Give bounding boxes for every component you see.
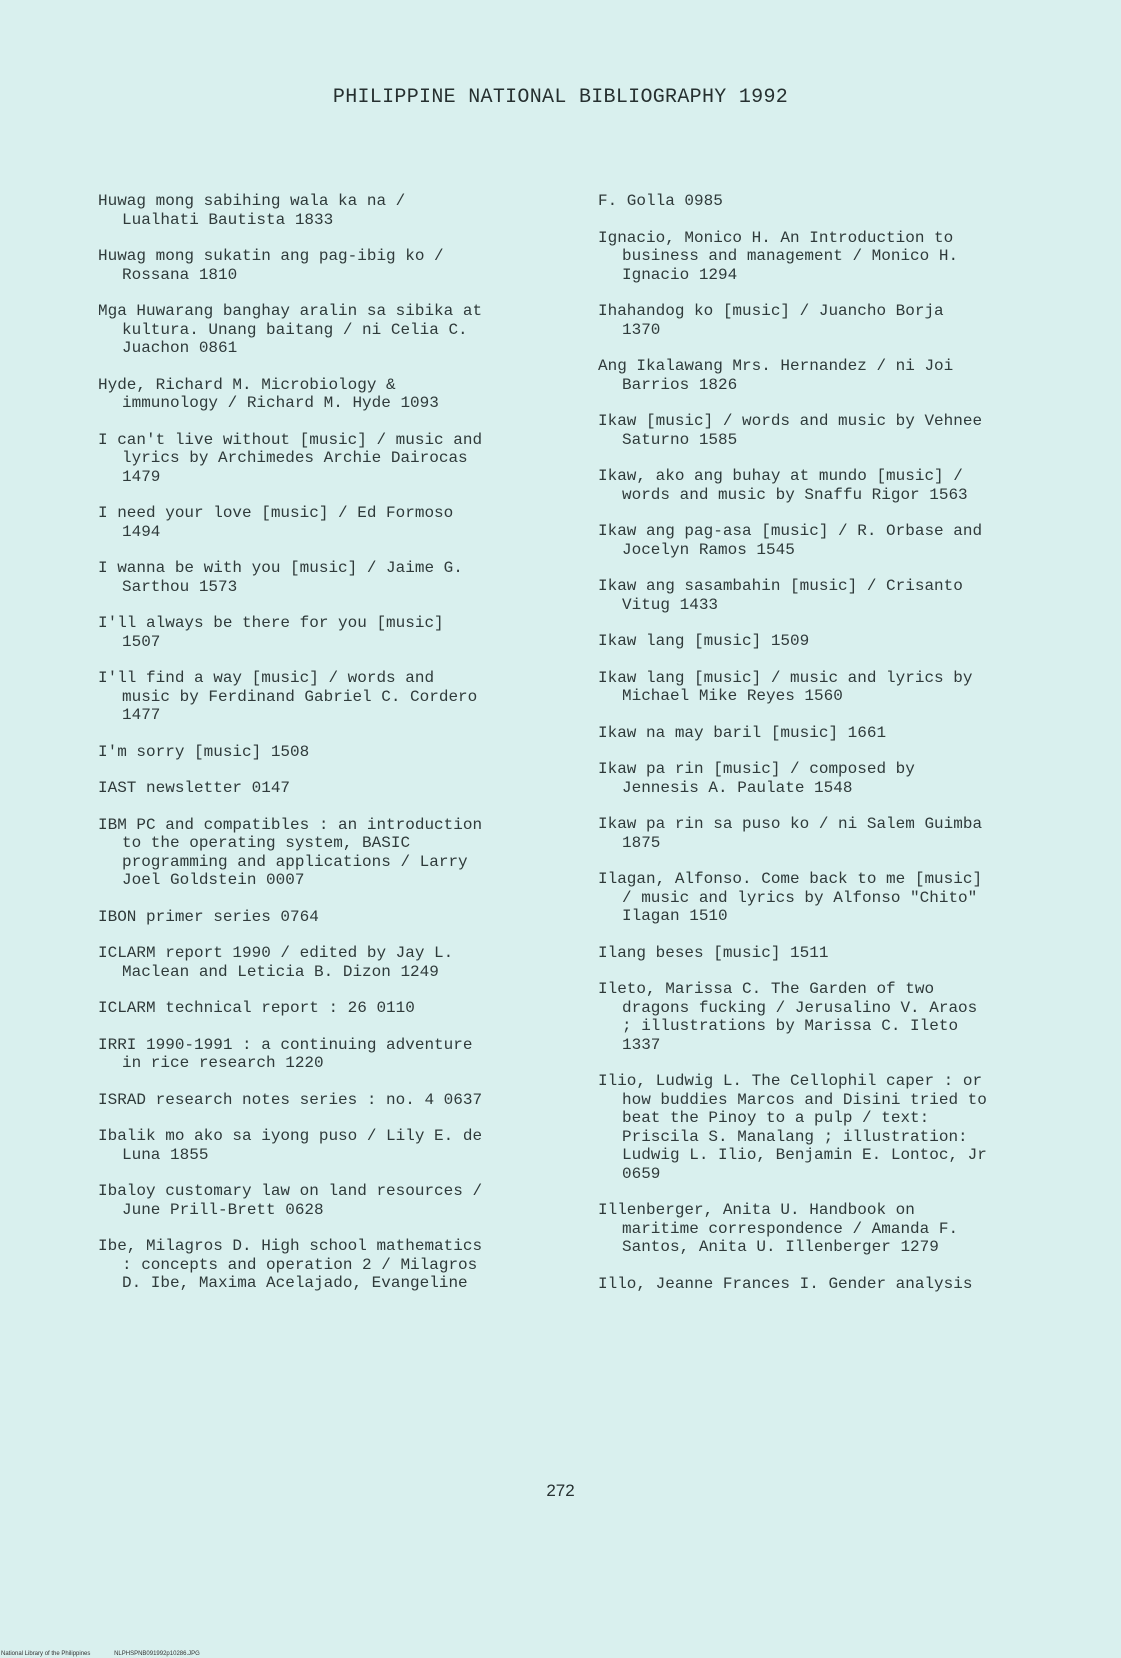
entry-line: IRRI 1990-1991 : a continuing adventure [98,1035,473,1054]
footer-filename: NLPHSPNB091992p10286.JPG [114,1651,200,1657]
scan-footer [1,1651,222,1657]
entry-continuation-line: Joel Goldstein 0007 [122,871,305,889]
bibliography-entry [598,1072,1068,1183]
bibliography-entry [598,724,1068,743]
entry-continuation-line: music by Ferdinand Gabriel C. Cordero [122,687,478,706]
entry-continuation-line: 1494 [122,522,161,541]
entry-line: I'm sorry [music] 1508 [98,742,310,761]
entry-line: I can't live without [music] / music and [98,430,483,449]
bibliography-entry [598,357,1068,394]
entry-line: Hyde, Richard M. Microbiology & [98,375,396,394]
page-number: 272 [546,1481,575,1500]
entry-continuation-line: 1477 [122,706,161,724]
bibliography-entry [98,669,568,725]
bibliography-entry [598,815,1068,852]
entry-line: ISRAD research notes series : no. 4 0637 [98,1090,483,1109]
bibliography-entry [98,999,568,1018]
bibliography-column-right [598,192,1068,1311]
entry-continuation-line: Rossana 1810 [122,265,238,284]
entry-line: Ibaloy customary law on land resources / [98,1182,483,1200]
entry-continuation-line: immunology / Richard M. Hyde 1093 [122,394,439,412]
entry-continuation-line: Lualhati Bautista 1833 [122,210,334,229]
bibliography-entry [98,192,568,229]
entry-continuation-line: Vitug 1433 [622,595,719,614]
bibliography-entry [98,559,568,596]
entry-continuation-line: 1337 [622,1035,661,1054]
bibliography-entry [98,376,568,413]
bibliography-entry [598,1201,1068,1257]
entry-continuation-line: 0659 [622,1164,661,1183]
entry-line: Ilio, Ludwig L. The Cellophil caper : or [598,1072,983,1090]
entry-continuation-line: beat the Pinoy to a pulp / text: [622,1109,930,1127]
entry-line: Ilang beses [music] 1511 [598,943,829,962]
entry-continuation-line: words and music by Snaffu Rigor 1563 [622,485,968,504]
entry-continuation-line: Luna 1855 [122,1145,209,1164]
entry-continuation-line: Barrios 1826 [622,375,738,394]
bibliography-entry [598,302,1068,339]
bibliography-entry [98,1182,568,1219]
entry-continuation-line: 1370 [622,320,661,339]
bibliography-entry [98,908,568,927]
entry-line: Ignacio, Monico H. An Introduction to [598,228,954,247]
bibliography-entry [598,870,1068,926]
entry-line: Huwag mong sukatin ang pag-ibig ko / [98,247,444,265]
entry-continuation-line: June Prill-Brett 0628 [122,1200,324,1219]
entry-line: Mga Huwarang banghay aralin sa sibika at [98,302,483,320]
page-title: PHILIPPINE NATIONAL BIBLIOGRAPHY 1992 [332,86,789,109]
entry-continuation-line: : concepts and operation 2 / Milagros [122,1255,478,1274]
entry-continuation-line: to the operating system, BASIC [122,834,411,852]
bibliography-entry [98,614,568,651]
entry-line: Ikaw lang [music] / music and lyrics by [598,668,973,687]
entry-line: Ibe, Milagros D. High school mathematics [98,1237,483,1255]
entry-line: Ikaw lang [music] 1509 [598,632,810,650]
entry-line: I'll find a way [music] / words and [98,669,435,687]
entry-continuation-line: kultura. Unang baitang / ni Celia C. [122,320,468,339]
entry-continuation-line: maritime correspondence / Amanda F. [622,1219,959,1238]
bibliography-entry [98,1091,568,1110]
entry-continuation-line: Ignacio 1294 [622,265,738,284]
bibliography-entry [98,944,568,981]
bibliography-entry [598,229,1068,285]
bibliography-entry [598,192,1068,211]
bibliography-column-left [98,192,568,1311]
entry-continuation-line: Santos, Anita U. Illenberger 1279 [622,1238,939,1256]
bibliography-entry [98,1127,568,1164]
bibliography-entry [598,522,1068,559]
entry-continuation-line: 1479 [122,467,161,486]
bibliography-entry [598,1275,1068,1294]
entry-continuation-line: Saturno 1585 [622,430,738,449]
entry-continuation-line: Juachon 0861 [122,339,238,357]
entry-line: Illenberger, Anita U. Handbook on [598,1201,915,1219]
entry-line: Ikaw pa rin sa puso ko / ni Salem Guimba [598,815,983,833]
entry-line: Illo, Jeanne Frances I. Gender analysis [598,1274,973,1293]
entry-line: I'll always be there for you [music] [98,614,444,632]
bibliography-entry [98,247,568,284]
entry-continuation-line: 1875 [622,833,661,852]
bibliography-entry [98,779,568,798]
entry-continuation-line: business and management / Monico H. [622,247,959,265]
entry-continuation-line: Jennesis A. Paulate 1548 [622,778,853,797]
entry-line: Ikaw, ako ang buhay at mundo [music] / [598,467,963,485]
entry-line: Ikaw ang sasambahin [music] / Crisanto [598,577,963,595]
entry-line: Ibalik mo ako sa iyong puso / Lily E. de [98,1127,483,1145]
entry-continuation-line: in rice research 1220 [122,1054,324,1072]
entry-line: Ileto, Marissa C. The Garden of two [598,980,935,998]
entry-continuation-line: dragons fucking / Jerusalino V. Araos [622,998,978,1017]
entry-continuation-line: 1507 [122,632,161,651]
bibliography-entry [598,577,1068,614]
entry-continuation-line: Jocelyn Ramos 1545 [622,540,795,559]
bibliography-entry [598,467,1068,504]
bibliography-entry [98,816,568,890]
bibliography-entry [598,944,1068,963]
entry-line: Huwag mong sabihing wala ka na / [98,192,406,210]
entry-line: Ikaw ang pag-asa [music] / R. Orbase and [598,522,983,540]
bibliography-entry [98,431,568,487]
bibliography-entry [598,632,1068,651]
bibliography-entry [98,1036,568,1073]
entry-continuation-line: Michael Mike Reyes 1560 [622,687,843,705]
bibliography-entry [598,980,1068,1054]
entry-line: IAST newsletter 0147 [98,779,291,797]
entry-line: IBON primer series 0764 [98,907,319,926]
bibliography-entry [98,1237,568,1293]
entry-line: Ikaw [music] / words and music by Vehnee [598,412,983,430]
entry-continuation-line: lyrics by Archimedes Archie Dairocas [122,449,468,467]
entry-line: I need your love [music] / Ed Formoso [98,504,454,522]
entry-continuation-line: programming and applications / Larry [122,852,468,871]
entry-continuation-line: Ilagan 1510 [622,907,728,925]
bibliography-entry [598,669,1068,706]
entry-line: Ihahandog ko [music] / Juancho Borja [598,302,944,320]
entry-line: ICLARM technical report : 26 0110 [98,999,415,1017]
entry-line: I wanna be with you [music] / Jaime G. [98,559,463,577]
entry-line: ICLARM report 1990 / edited by Jay L. [98,944,454,962]
entry-continuation-line: Sarthou 1573 [122,577,238,596]
entry-continuation-line: D. Ibe, Maxima Acelajado, Evangeline [122,1274,468,1292]
entry-continuation-line: Ludwig L. Ilio, Benjamin E. Lontoc, Jr [622,1146,987,1164]
entry-continuation-line: ; illustrations by Marissa C. Ileto [622,1017,959,1035]
bibliography-entry [98,302,568,358]
footer-library: National Library of the Philippines [1,1651,91,1657]
entry-line: Ikaw pa rin [music] / composed by [598,760,915,778]
entry-line: Ilagan, Alfonso. Come back to me [music] [598,870,983,888]
bibliography-entry [98,504,568,541]
entry-continuation-line: how buddies Marcos and Disini tried to [622,1090,987,1109]
bibliography-entry [598,760,1068,797]
entry-continuation-line: / music and lyrics by Alfonso "Chito" [622,888,978,907]
entry-line: Ikaw na may baril [music] 1661 [598,723,887,742]
entry-line: Ang Ikalawang Mrs. Hernandez / ni Joi [598,357,954,375]
bibliography-entry [598,412,1068,449]
entry-line: F. Golla 0985 [598,192,723,210]
entry-continuation-line: Priscila S. Manalang ; illustration: [622,1127,968,1146]
entry-continuation-line: Maclean and Leticia B. Dizon 1249 [122,962,439,981]
entry-line: IBM PC and compatibles : an introduction [98,815,483,834]
bibliography-entry [98,743,568,762]
